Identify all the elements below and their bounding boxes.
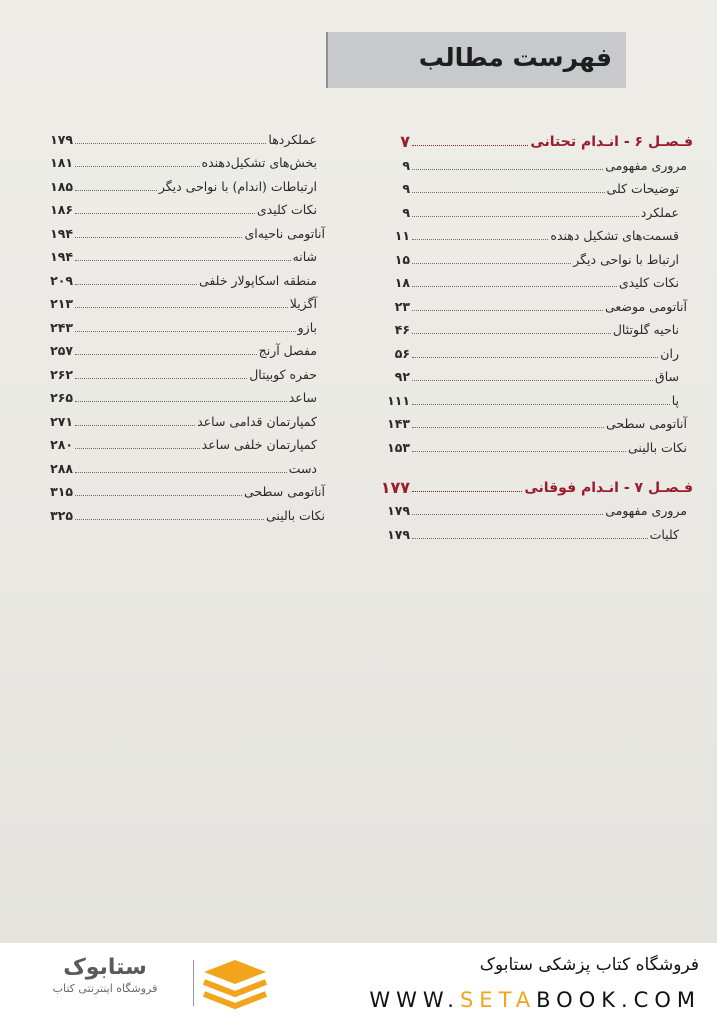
toc-page-number: ۱۹۴ xyxy=(50,249,73,264)
toc-entry xyxy=(31,359,331,383)
toc-column-left xyxy=(31,124,331,524)
toc-entry-label: آگزیلا xyxy=(289,296,317,311)
toc-entry xyxy=(31,500,331,524)
toc-page-number: ۹ xyxy=(402,204,410,220)
toc-page-number: ۲۸۸ xyxy=(50,460,73,476)
toc-page-number: ۱۴۳ xyxy=(387,416,410,431)
toc-entry-label: بازو xyxy=(297,319,317,335)
toc-entry-label: آناتومی سطحی xyxy=(606,416,687,431)
toc-entry-label: حفره کوبیتال xyxy=(249,366,317,382)
store-logo-text xyxy=(20,955,190,995)
toc-entry-label: عملکرد xyxy=(640,204,679,220)
toc-entry xyxy=(31,336,331,360)
toc-leader-dots xyxy=(75,190,157,191)
toc-leader-dots xyxy=(75,401,287,402)
toc-page-number: ۲۶۲ xyxy=(50,366,73,382)
toc-leader-dots xyxy=(412,357,658,358)
toc-page-number: ۱۹۴ xyxy=(50,225,73,241)
url-suffix: BOOK.COM xyxy=(536,988,701,1012)
toc-entry xyxy=(368,496,693,520)
toc-entry-label: کلیات xyxy=(649,526,679,542)
toc-entry xyxy=(368,150,693,174)
toc-leader-dots xyxy=(412,380,653,381)
toc-leader-dots xyxy=(75,378,247,379)
toc-page-number: ۳۲۵ xyxy=(50,507,73,523)
toc-entry-label: قسمت‌های تشکیل دهنده xyxy=(550,228,679,243)
toc-page-number: ۱۸۱ xyxy=(50,155,73,170)
toc-leader-dots xyxy=(412,310,603,311)
toc-entry-label: ارتباط با نواحی دیگر xyxy=(573,251,679,267)
toc-entry-label: مفصل آرنج xyxy=(258,343,317,358)
toc-page-number: ۱۸۵ xyxy=(50,178,73,194)
toc-chapter-entry xyxy=(368,124,693,150)
page-title: فهرست مطالب xyxy=(418,43,612,72)
toc-entry-label: آناتومی سطحی xyxy=(244,484,325,499)
toc-page-number: ۱۷۷ xyxy=(380,477,410,497)
toc-entry xyxy=(31,265,331,289)
toc-leader-dots xyxy=(412,239,548,240)
toc-entry xyxy=(368,315,693,339)
toc-leader-dots xyxy=(75,331,296,332)
toc-entry-label: آناتومی ناحیه‌ای xyxy=(244,225,325,241)
url-accent: SETA xyxy=(459,988,537,1012)
toc-entry xyxy=(368,362,693,386)
toc-entry-label: نکات بالینی xyxy=(266,507,325,523)
toc-entry-label: فـصـل ۷ - انـدام فوقانی xyxy=(524,479,693,496)
toc-leader-dots xyxy=(75,519,264,520)
toc-page-number: ۲۰۹ xyxy=(50,272,73,288)
toc-entry-label: کمپارتمان خلفی ساعد xyxy=(201,437,317,452)
toc-page-number: ۹۲ xyxy=(394,369,410,384)
toc-entry xyxy=(368,338,693,362)
toc-page-number: ۱۸ xyxy=(394,275,410,290)
toc-entry xyxy=(31,406,331,430)
toc-entry xyxy=(31,148,331,172)
toc-leader-dots xyxy=(75,260,291,261)
logo-subtitle: فروشگاه اینترنتی کتاب xyxy=(52,982,158,995)
toc-entry-label: دست xyxy=(288,460,317,476)
toc-page-number: ۲۶۵ xyxy=(50,390,73,405)
toc-page-number: ۱۷۹ xyxy=(50,131,73,147)
toc-entry xyxy=(368,409,693,433)
toc-entry-label: ساق xyxy=(655,369,679,384)
toc-leader-dots xyxy=(75,307,288,308)
toc-chapter-entry xyxy=(368,470,693,496)
toc-leader-dots xyxy=(412,451,626,452)
toc-entry xyxy=(368,385,693,409)
toc-page-number: ۲۱۳ xyxy=(50,296,73,311)
toc-leader-dots xyxy=(75,143,266,144)
toc-entry xyxy=(368,244,693,268)
toc-leader-dots xyxy=(75,237,242,238)
toc-leader-dots xyxy=(412,263,571,264)
toc-leader-dots xyxy=(75,425,195,426)
toc-entry-label: ساعد xyxy=(288,390,317,405)
toc-entry xyxy=(368,432,693,456)
toc-entry xyxy=(31,430,331,454)
toc-entry-label: مروری مفهومی xyxy=(605,503,687,518)
toc-entry xyxy=(368,197,693,221)
toc-leader-dots xyxy=(412,145,528,146)
toc-entry xyxy=(368,268,693,292)
toc-leader-dots xyxy=(75,354,257,355)
toc-entry xyxy=(31,312,331,336)
toc-entry-label: بخش‌های تشکیل‌دهنده xyxy=(201,155,317,170)
toc-leader-dots xyxy=(412,427,604,428)
toc-page-number: ۹ xyxy=(402,181,410,196)
toc-entry-label: عملکردها xyxy=(268,131,317,147)
toc-page-number: ۱۸۶ xyxy=(50,202,73,217)
toc-leader-dots xyxy=(75,213,255,214)
toc-entry-label: پا xyxy=(671,392,679,408)
store-name: فروشگاه کتاب پزشکی ستابوک xyxy=(479,955,699,975)
toc-entry-label: کمپارتمان قدامی ساعد xyxy=(197,413,317,429)
toc-entry-label: مروری مفهومی xyxy=(605,157,687,173)
toc-page-number: ۱۱۱ xyxy=(387,392,410,408)
toc-entry xyxy=(31,289,331,313)
book-stack-logo-icon xyxy=(200,958,270,1012)
toc-entry xyxy=(368,174,693,198)
toc-entry xyxy=(31,242,331,266)
toc-entry xyxy=(31,195,331,219)
logo-brand: ستابوک xyxy=(63,955,147,980)
toc-page-number: ۲۳ xyxy=(394,298,410,314)
toc-page-number: ۲۴۳ xyxy=(50,319,73,335)
toc-entry xyxy=(368,221,693,245)
toc-page-number: ۲۸۰ xyxy=(50,437,73,452)
toc-entry-label: نکات کلیدی xyxy=(256,202,317,217)
toc-entry-label: منطقه اسکاپولار خلفی xyxy=(198,272,317,288)
toc-page-number: ۱۱ xyxy=(394,228,410,243)
toc-entry-label: نکات بالینی xyxy=(628,439,687,455)
toc-page-number: ۷ xyxy=(400,132,410,151)
toc-leader-dots xyxy=(412,404,670,405)
toc-title-box xyxy=(326,32,626,88)
toc-page-number: ۴۶ xyxy=(394,322,410,337)
toc-leader-dots xyxy=(412,333,611,334)
toc-entry-label: ناحیه گلوتئال xyxy=(612,322,679,337)
toc-leader-dots xyxy=(75,495,242,496)
toc-leader-dots xyxy=(75,284,197,285)
website-url[interactable] xyxy=(369,988,701,1012)
toc-leader-dots xyxy=(412,216,639,217)
toc-leader-dots xyxy=(75,448,200,449)
toc-entry xyxy=(31,171,331,195)
toc-page-number: ۱۷۹ xyxy=(387,526,410,542)
toc-column-right xyxy=(368,124,693,543)
toc-page-number: ۹ xyxy=(402,157,410,173)
toc-entry xyxy=(368,519,693,543)
toc-page-number: ۱۵۳ xyxy=(387,439,410,455)
toc-page-number: ۱۵ xyxy=(394,251,410,267)
toc-entry-label: شانه xyxy=(292,249,317,264)
toc-page-number: ۲۷۱ xyxy=(50,413,73,429)
toc-page-number: ۲۵۷ xyxy=(50,343,73,358)
toc-leader-dots xyxy=(412,169,603,170)
toc-entry-label: توضیحات کلی xyxy=(606,181,679,196)
toc-entry xyxy=(31,477,331,501)
url-prefix: WWW. xyxy=(369,988,460,1012)
toc-leader-dots xyxy=(75,472,287,473)
toc-entry xyxy=(31,383,331,407)
toc-page-number: ۱۷۹ xyxy=(387,503,410,518)
toc-gap xyxy=(368,456,693,470)
toc-entry-label: ران xyxy=(660,345,679,361)
toc-leader-dots xyxy=(412,538,648,539)
toc-entry-label: نکات کلیدی xyxy=(618,275,679,290)
toc-leader-dots xyxy=(412,491,522,492)
toc-entry xyxy=(368,291,693,315)
toc-leader-dots xyxy=(412,286,617,287)
toc-leader-dots xyxy=(412,192,605,193)
toc-entry xyxy=(31,218,331,242)
logo-divider xyxy=(193,960,194,1006)
toc-entry-label: فـصـل ۶ - انـدام تحتانی xyxy=(530,134,693,150)
toc-leader-dots xyxy=(412,514,603,515)
toc-entry xyxy=(31,453,331,477)
toc-entry-label: آناتومی موضعی xyxy=(604,298,687,314)
toc-page-number: ۵۶ xyxy=(394,345,410,361)
toc-entry-label: ارتباطات (اندام) با نواحی دیگر xyxy=(158,178,317,194)
toc-page-number: ۳۱۵ xyxy=(50,484,73,499)
toc-leader-dots xyxy=(75,166,200,167)
toc-entry xyxy=(31,124,331,148)
